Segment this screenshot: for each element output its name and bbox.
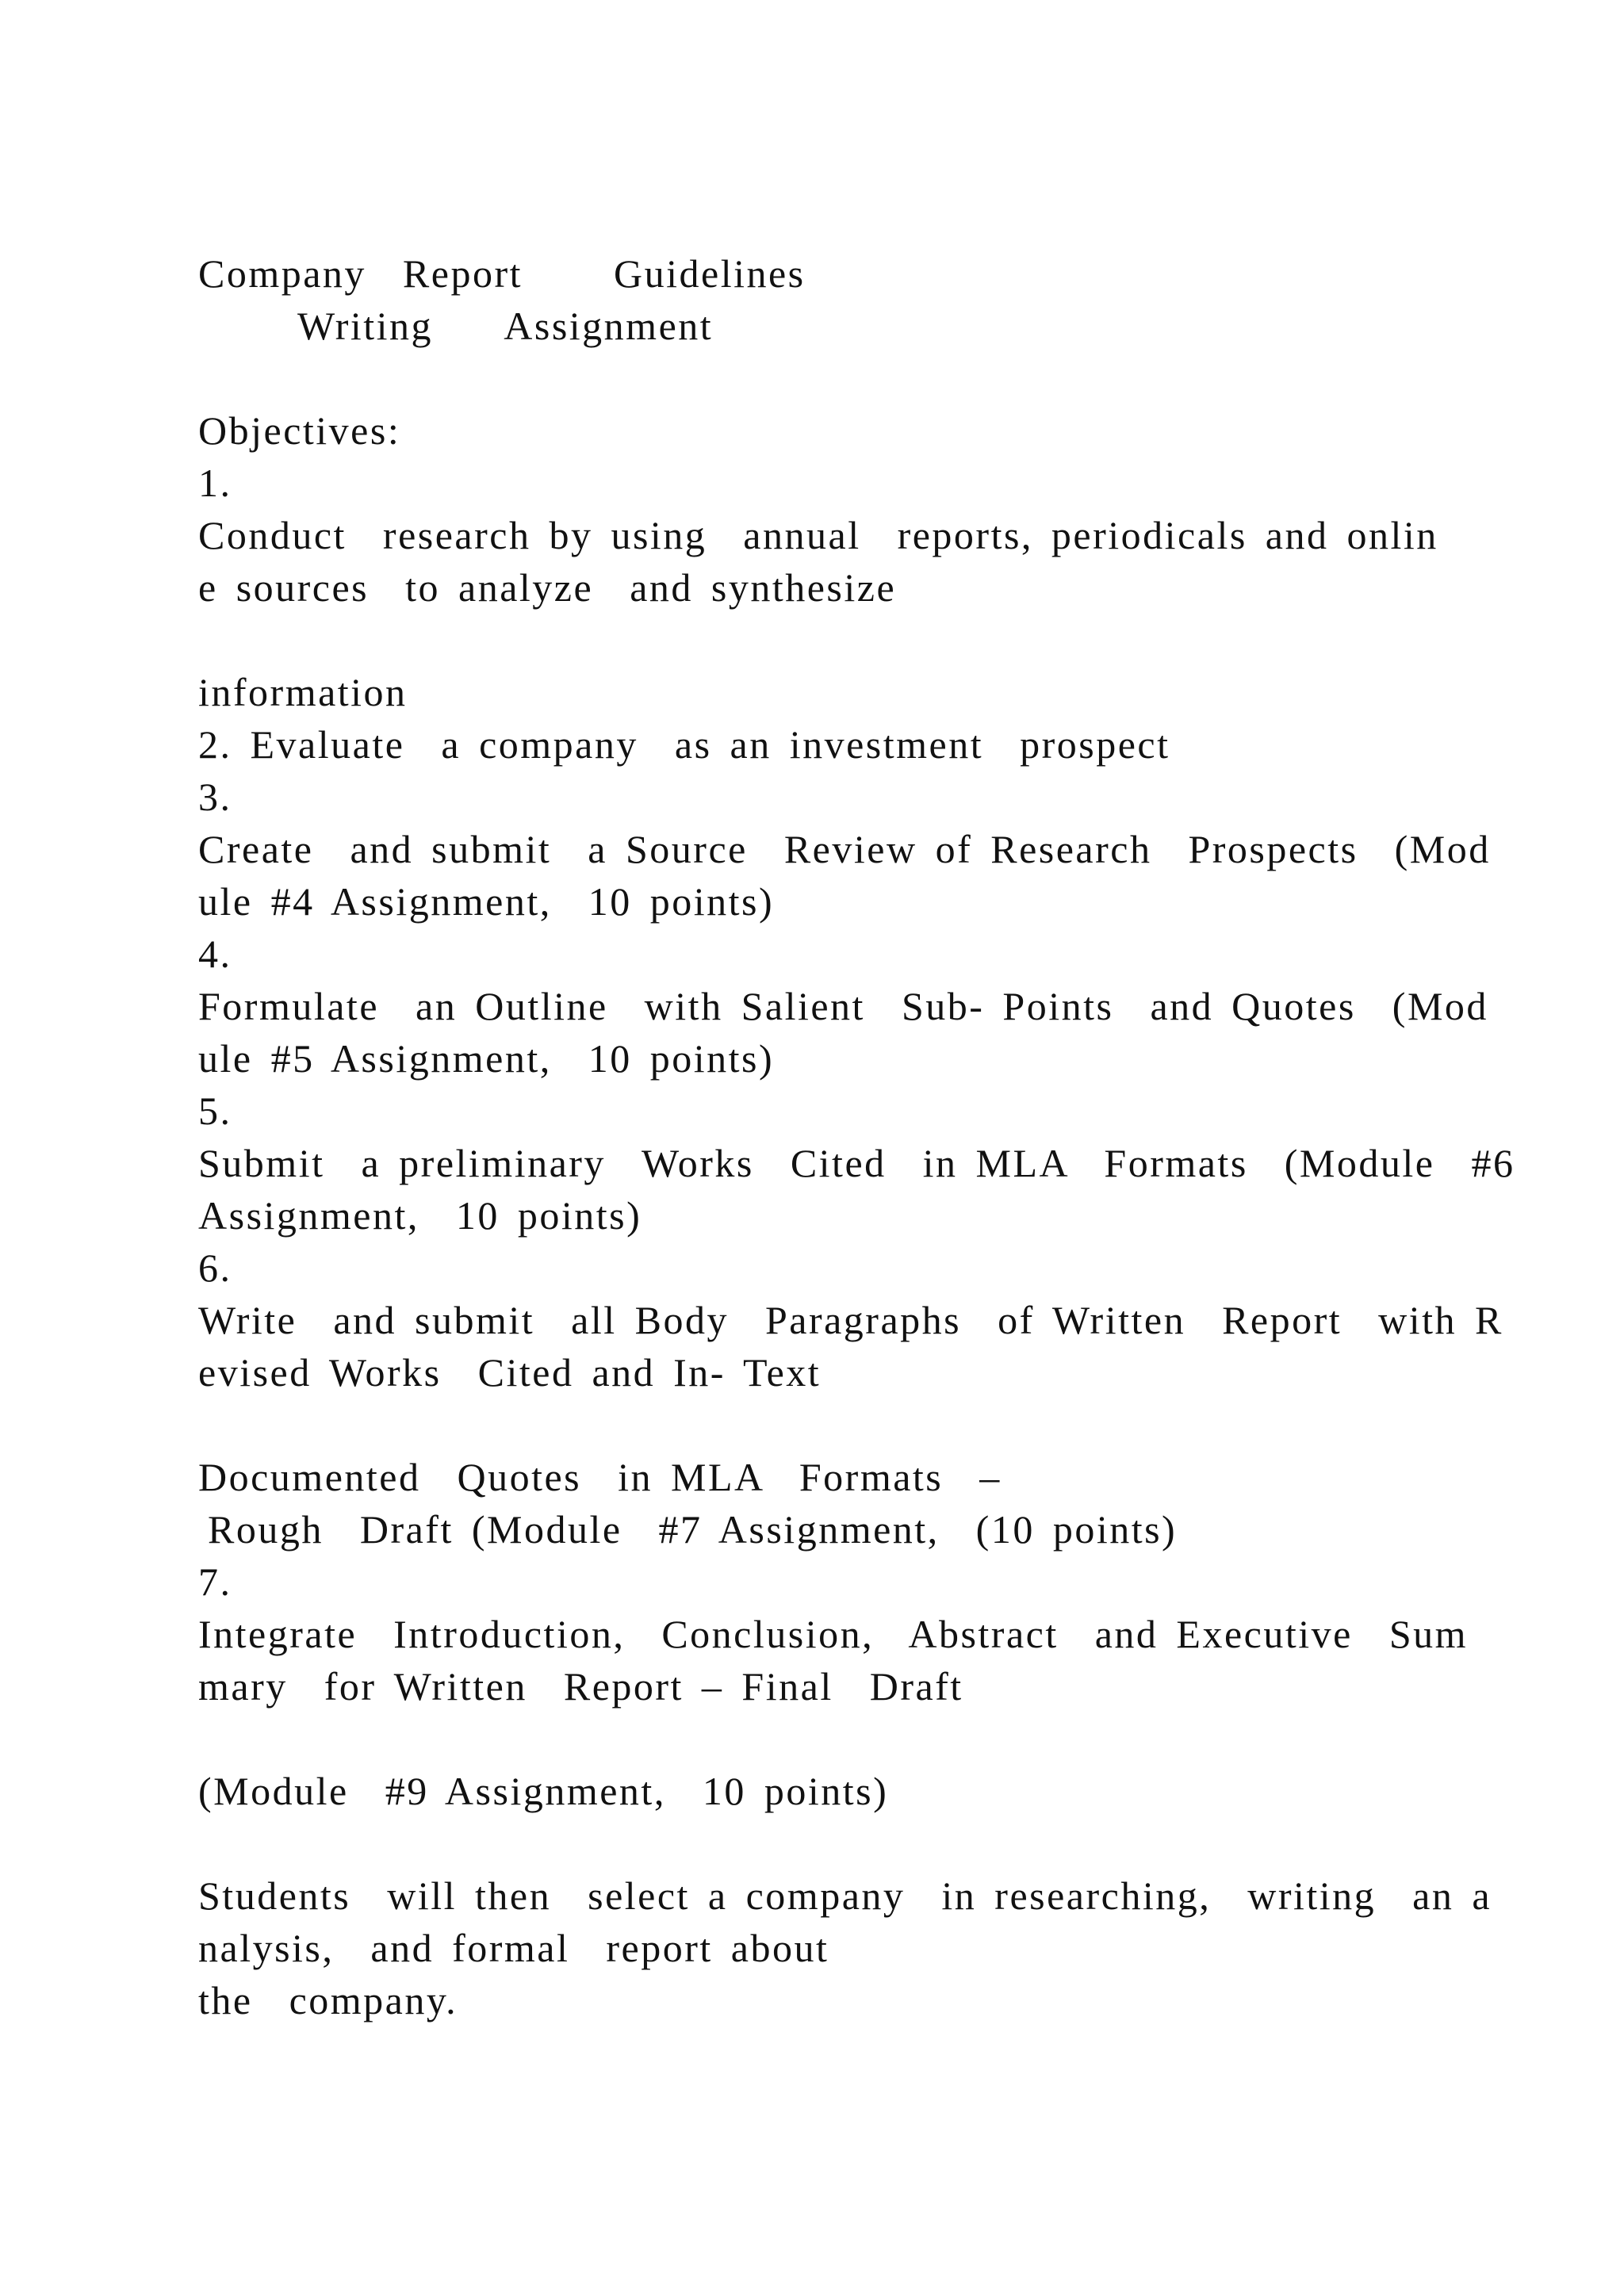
objective-5-line-2: Assignment, 10 points) — [198, 1193, 642, 1238]
document-subtitle: Writing Assignment — [297, 304, 714, 348]
objective-6-line-1: Write and submit all Body Paragraphs of Written Report with R — [198, 1298, 1503, 1342]
objective-6-line-3: Documented Quotes in MLA Formats – — [198, 1455, 1002, 1499]
objective-1-line-3: information — [198, 670, 408, 714]
objective-3-line-1: Create and submit a Source Review of Research Prospects (Mod — [198, 827, 1491, 871]
objective-number-5: 5. — [198, 1089, 232, 1133]
objective-5-line-1: Submit a preliminary Works Cited in MLA Formats (Module #6 — [198, 1141, 1515, 1185]
objective-7-line-3: (Module #9 Assignment, 10 points) — [198, 1769, 889, 1813]
objectives-heading: Objectives: — [198, 408, 401, 453]
objective-7-line-2: mary for Written Report – Final Draft — [198, 1664, 963, 1709]
objective-number-7: 7. — [198, 1559, 232, 1604]
document-title: Company Report Guidelines — [198, 251, 806, 296]
closing-paragraph-line-1: Students will then select a company in researching, writing an a — [198, 1873, 1492, 1918]
objective-number-6: 6. — [198, 1246, 232, 1290]
objective-number-4: 4. — [198, 932, 232, 976]
objective-4-line-1: Formulate an Outline with Salient Sub- Points and Quotes (Mod — [198, 984, 1488, 1028]
objective-number-3: 3. — [198, 775, 232, 819]
objective-2: 2. Evaluate a company as an investment prospect — [198, 722, 1170, 767]
objective-number-1: 1. — [198, 461, 232, 505]
closing-paragraph-line-3: the company. — [198, 1978, 458, 2022]
objective-1-line-1: Conduct research by using annual reports, periodicals and onlin — [198, 513, 1438, 557]
objective-6-line-2: evised Works Cited and In- Text — [198, 1350, 822, 1395]
closing-paragraph-line-2: nalysis, and formal report about — [198, 1926, 829, 1970]
objective-7-line-1: Integrate Introduction, Conclusion, Abstract and Executive Sum — [198, 1612, 1469, 1656]
objective-6-line-4: Rough Draft (Module #7 Assignment, (10 points) — [208, 1507, 1178, 1552]
objective-1-line-2: e sources to analyze and synthesize — [198, 565, 897, 610]
objective-3-line-2: ule #4 Assignment, 10 points) — [198, 879, 775, 924]
objective-4-line-2: ule #5 Assignment, 10 points) — [198, 1036, 775, 1081]
